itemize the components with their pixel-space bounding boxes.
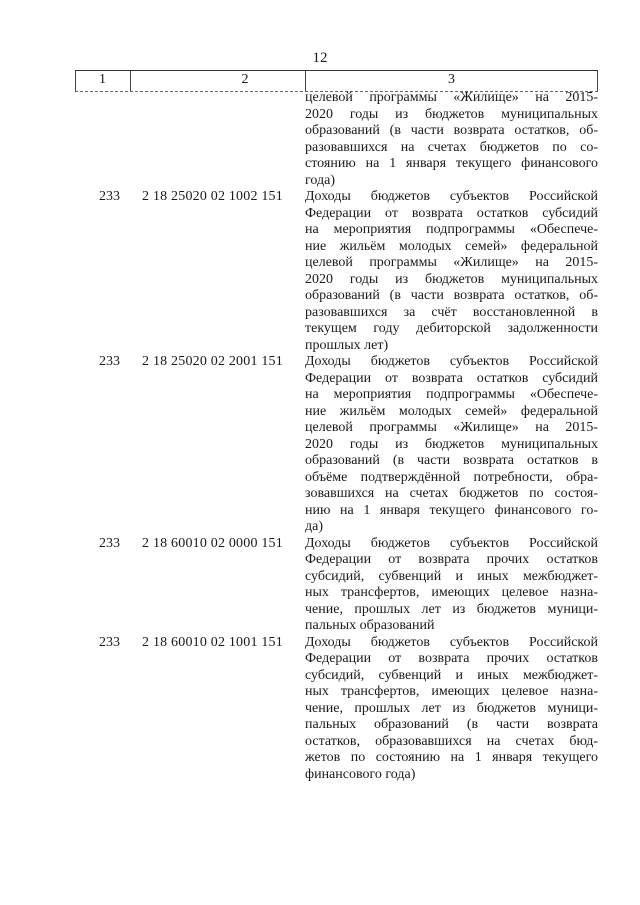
revenue-name [305,90,598,189]
table-header [75,70,598,92]
admin-code: 233 [99,354,120,369]
revenue-name-line: чение, прошлых лет из бюджетов муници- [305,700,598,716]
revenue-name-line: ных трансфертов, имеющих целевое назна- [305,585,598,600]
revenue-name-line: разовавшихся за счёт восстановленной в [305,304,598,320]
revenue-name [305,354,598,536]
revenue-name-line: прошлых лет) [305,337,389,353]
revenue-name-line: на мероприятия подпрограммы «Обеспече- [305,387,598,402]
revenue-name-line: ных трансфертов, имеющих целевое назна- [305,684,598,699]
revenue-name-line: объёме подтверждённой потребности, обра- [305,469,598,485]
budget-classification-code [120,90,305,189]
budget-classification-code: 2 18 25020 02 2001 151 [142,354,283,369]
revenue-name-line: Доходы бюджетов субъектов Российской [305,535,598,551]
revenue-name-line: 2020 годы из бюджетов муниципальных [305,436,598,452]
table-row [75,536,598,635]
table-row [75,354,598,536]
revenue-name-line: финансового года) [305,766,416,782]
admin-code [75,90,120,189]
revenue-name-line: стоянию на 1 января текущего финансового [305,156,598,171]
revenue-name [305,189,598,354]
revenue-name-line: целевой программы «Жилище» на 2015- [305,420,598,435]
budget-classification-code: 2 18 60010 02 0000 151 [142,535,283,551]
revenue-name-line: целевой программы «Жилище» на 2015- [305,90,598,105]
revenue-name-line: пальных образований [305,618,435,633]
revenue-name-line: ние жильём молодых семей» федеральной [305,238,598,254]
table-body [75,90,598,783]
budget-classification-code: 2 18 25020 02 1002 151 [142,189,283,204]
revenue-name-line: Федерации от возврата прочих остатков [305,552,598,567]
revenue-name-line: образований (в части возврата остатков в [305,453,598,468]
revenue-name-line: зовавшихся на счетах бюджетов по состоя- [305,486,598,501]
header-col-1: 1 [99,72,106,87]
revenue-name-line: Федерации от возврата остатков субсидий [305,370,598,386]
page-number: 12 [312,50,328,66]
revenue-name-line: текущем году дебиторской задолженности [305,321,598,336]
admin-code: 233 [99,189,120,204]
revenue-name-line: Доходы бюджетов субъектов Российской [305,189,598,204]
table-row [75,189,598,354]
revenue-name-line: Федерации от возврата остатков субсидий [305,205,598,221]
table-row [75,635,598,784]
revenue-name-line: субсидий, субвенций и иных межбюджет- [305,667,598,683]
revenue-name [305,635,598,784]
revenue-name-line: образований (в части возврата остатков, об- [305,288,598,303]
admin-code: 233 [99,535,120,551]
budget-classification-code: 2 18 60010 02 1001 151 [142,634,283,650]
revenue-name-line: ние жильём молодых семей» федеральной [305,403,598,419]
revenue-name-line: жетов по состоянию на 1 января текущего [305,750,598,765]
revenue-name-line: разовавшихся на счетах бюджетов по со- [305,139,598,155]
admin-code: 233 [99,634,120,650]
revenue-name-line: чение, прошлых лет из бюджетов муници- [305,601,598,617]
header-col-3: 3 [448,72,455,87]
revenue-name-line: на мероприятия подпрограммы «Обеспече- [305,222,598,237]
revenue-name-line: 2020 годы из бюджетов муниципальных [305,106,598,122]
revenue-name-line: года) [305,172,335,188]
table-row [75,90,598,189]
revenue-name-line: Федерации от возврата прочих остатков [305,651,598,666]
revenue-name-line: Доходы бюджетов субъектов Российской [305,354,598,369]
revenue-name-line: остатков, образовавшихся на счетах бюд- [305,733,598,749]
revenue-name-line: целевой программы «Жилище» на 2015- [305,255,598,270]
revenue-name-line: да) [305,519,323,534]
header-col-2: 2 [241,72,249,87]
revenue-name-line: субсидий, субвенций и иных межбюджет- [305,568,598,584]
revenue-name-line: 2020 годы из бюджетов муниципальных [305,271,598,287]
revenue-name-line: Доходы бюджетов субъектов Российской [305,634,598,650]
revenue-name [305,536,598,635]
revenue-name-line: пальных образований (в части возврата [305,717,598,732]
revenue-name-line: образований (в части возврата остатков, об- [305,123,598,138]
revenue-name-line: нию на 1 января текущего финансового го- [305,502,598,518]
